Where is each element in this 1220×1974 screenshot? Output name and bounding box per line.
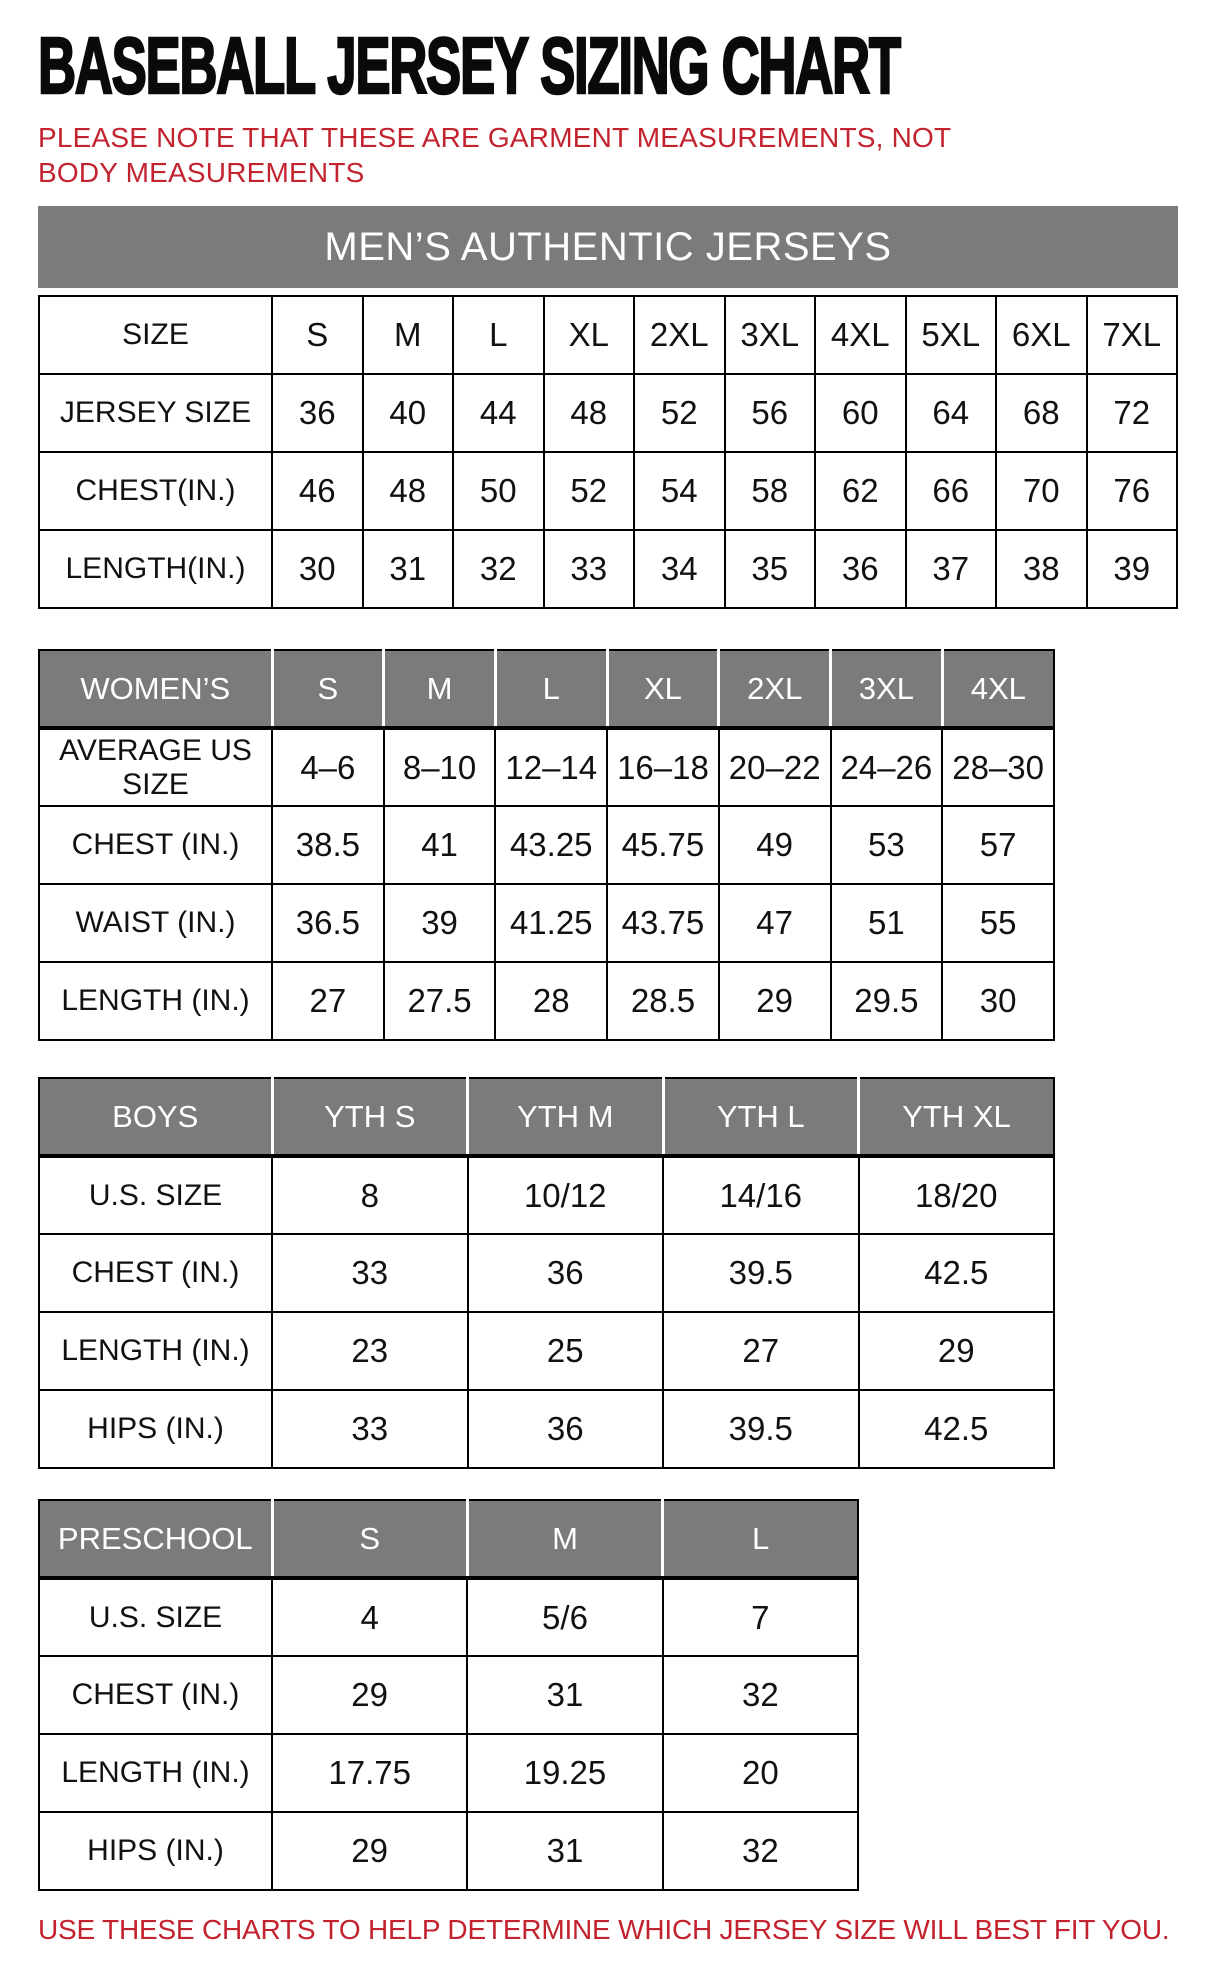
size-column-header: L <box>495 650 607 728</box>
table-row <box>39 530 1177 608</box>
value-cell: 62 <box>815 452 906 530</box>
value-cell: 42.5 <box>859 1390 1055 1468</box>
page-title-text: BASEBALL JERSEY SIZING CHART <box>38 21 900 110</box>
garment-measurements-note: PLEASE NOTE THAT THESE ARE GARMENT MEASUREMENTS, NOT BODY MEASUREMENTS <box>38 122 951 188</box>
value-cell: 57 <box>942 806 1054 884</box>
value-cell: 29 <box>719 962 831 1040</box>
value-cell: 49 <box>719 806 831 884</box>
preschool-table-body <box>39 1500 858 1890</box>
row-label: BOYS <box>39 1078 272 1156</box>
value-cell: 25 <box>468 1312 664 1390</box>
value-cell: 35 <box>725 530 816 608</box>
value-cell: 47 <box>719 884 831 962</box>
value-cell: 66 <box>906 452 997 530</box>
value-cell: M <box>363 296 454 374</box>
row-label: SIZE <box>39 296 272 374</box>
row-label: LENGTH (IN.) <box>39 962 272 1040</box>
row-label: LENGTH (IN.) <box>39 1312 272 1390</box>
table-row <box>39 1390 1054 1468</box>
table-row <box>39 1578 858 1656</box>
value-cell: 36 <box>272 374 363 452</box>
table-row <box>39 296 1177 374</box>
value-cell: 68 <box>996 374 1087 452</box>
size-column-header: 4XL <box>942 650 1054 728</box>
size-column-header: M <box>384 650 496 728</box>
value-cell: 23 <box>272 1312 468 1390</box>
size-column-header: YTH L <box>663 1078 859 1156</box>
value-cell: 55 <box>942 884 1054 962</box>
value-cell: 50 <box>453 452 544 530</box>
value-cell: 14/16 <box>663 1156 859 1234</box>
table-row <box>39 374 1177 452</box>
value-cell: 39.5 <box>663 1234 859 1312</box>
preschool-section <box>38 1499 1200 1891</box>
value-cell: 24–26 <box>831 728 943 806</box>
header-row <box>39 650 1054 728</box>
womens-table-body <box>39 650 1054 1040</box>
value-cell: 31 <box>467 1812 662 1890</box>
value-cell: 19.25 <box>467 1734 662 1812</box>
value-cell: 31 <box>363 530 454 608</box>
size-column-header: YTH S <box>272 1078 468 1156</box>
value-cell: 8 <box>272 1156 468 1234</box>
table-row <box>39 806 1054 884</box>
value-cell: 30 <box>272 530 363 608</box>
value-cell: 17.75 <box>272 1734 467 1812</box>
row-label: LENGTH (IN.) <box>39 1734 272 1812</box>
value-cell: XL <box>544 296 635 374</box>
preschool-size-table <box>38 1499 859 1891</box>
table-row <box>39 1734 858 1812</box>
value-cell: 39 <box>384 884 496 962</box>
footer-note: USE THESE CHARTS TO HELP DETERMINE WHICH JERSEY SIZE WILL BEST FIT YOU. <box>38 1914 1170 1945</box>
size-column-header: YTH M <box>468 1078 664 1156</box>
table-row <box>39 1234 1054 1312</box>
value-cell: 32 <box>663 1812 858 1890</box>
boys-table-body <box>39 1078 1054 1468</box>
value-cell: 53 <box>831 806 943 884</box>
value-cell: 5XL <box>906 296 997 374</box>
value-cell: 6XL <box>996 296 1087 374</box>
row-label: CHEST (IN.) <box>39 1234 272 1312</box>
row-label: AVERAGE US SIZE <box>39 728 272 806</box>
value-cell: 16–18 <box>607 728 719 806</box>
value-cell: 48 <box>544 374 635 452</box>
value-cell: 31 <box>467 1656 662 1734</box>
size-column-header: 3XL <box>831 650 943 728</box>
value-cell: 34 <box>634 530 725 608</box>
value-cell: 40 <box>363 374 454 452</box>
value-cell: 39 <box>1087 530 1178 608</box>
header-row <box>39 1078 1054 1156</box>
value-cell: 32 <box>663 1656 858 1734</box>
value-cell: 36 <box>815 530 906 608</box>
row-label: LENGTH(IN.) <box>39 530 272 608</box>
womens-section <box>38 649 1200 1041</box>
table-row <box>39 1156 1054 1234</box>
mens-section <box>38 206 1200 609</box>
value-cell: 43.75 <box>607 884 719 962</box>
value-cell: 29 <box>272 1812 467 1890</box>
value-cell: 18/20 <box>859 1156 1055 1234</box>
value-cell: 20 <box>663 1734 858 1812</box>
table-row <box>39 1812 858 1890</box>
table-row <box>39 1312 1054 1390</box>
value-cell: 38 <box>996 530 1087 608</box>
value-cell: 12–14 <box>495 728 607 806</box>
value-cell: 76 <box>1087 452 1178 530</box>
value-cell: 33 <box>272 1390 468 1468</box>
value-cell: 2XL <box>634 296 725 374</box>
table-row <box>39 1656 858 1734</box>
value-cell: 4–6 <box>272 728 384 806</box>
row-label: WOMEN’S <box>39 650 272 728</box>
value-cell: 29 <box>272 1656 467 1734</box>
mens-size-table <box>38 295 1178 609</box>
size-column-header: YTH XL <box>859 1078 1055 1156</box>
value-cell: 64 <box>906 374 997 452</box>
value-cell: 20–22 <box>719 728 831 806</box>
value-cell: 7 <box>663 1578 858 1656</box>
value-cell: 28.5 <box>607 962 719 1040</box>
value-cell: 33 <box>272 1234 468 1312</box>
value-cell: 37 <box>906 530 997 608</box>
mens-banner: MEN’S AUTHENTIC JERSEYS <box>38 206 1178 288</box>
value-cell: 27.5 <box>384 962 496 1040</box>
row-label: CHEST(IN.) <box>39 452 272 530</box>
value-cell: 46 <box>272 452 363 530</box>
value-cell: 42.5 <box>859 1234 1055 1312</box>
value-cell: 58 <box>725 452 816 530</box>
value-cell: 48 <box>363 452 454 530</box>
value-cell: 3XL <box>725 296 816 374</box>
header-row <box>39 1500 858 1578</box>
value-cell: 72 <box>1087 374 1178 452</box>
row-label: HIPS (IN.) <box>39 1812 272 1890</box>
page-title <box>38 21 1200 110</box>
row-label: CHEST (IN.) <box>39 806 272 884</box>
value-cell: 41.25 <box>495 884 607 962</box>
value-cell: 52 <box>544 452 635 530</box>
value-cell: 36 <box>468 1234 664 1312</box>
womens-size-table <box>38 649 1055 1041</box>
row-label: U.S. SIZE <box>39 1156 272 1234</box>
boys-size-table <box>38 1077 1055 1469</box>
row-label: JERSEY SIZE <box>39 374 272 452</box>
value-cell: 27 <box>663 1312 859 1390</box>
row-label: U.S. SIZE <box>39 1578 272 1656</box>
size-column-header: L <box>663 1500 858 1578</box>
value-cell: 27 <box>272 962 384 1040</box>
value-cell: 44 <box>453 374 544 452</box>
boys-section <box>38 1077 1200 1469</box>
value-cell: 10/12 <box>468 1156 664 1234</box>
value-cell: 39.5 <box>663 1390 859 1468</box>
value-cell: 4 <box>272 1578 467 1656</box>
value-cell: 5/6 <box>467 1578 662 1656</box>
value-cell: 45.75 <box>607 806 719 884</box>
value-cell: 41 <box>384 806 496 884</box>
value-cell: 4XL <box>815 296 906 374</box>
size-column-header: S <box>272 650 384 728</box>
value-cell: 56 <box>725 374 816 452</box>
value-cell: 8–10 <box>384 728 496 806</box>
value-cell: 54 <box>634 452 725 530</box>
size-column-header: S <box>272 1500 467 1578</box>
row-label: HIPS (IN.) <box>39 1390 272 1468</box>
row-label: WAIST (IN.) <box>39 884 272 962</box>
value-cell: 29.5 <box>831 962 943 1040</box>
mens-table-body <box>39 296 1177 608</box>
size-column-header: XL <box>607 650 719 728</box>
size-column-header: M <box>467 1500 662 1578</box>
value-cell: 52 <box>634 374 725 452</box>
value-cell: 43.25 <box>495 806 607 884</box>
value-cell: 51 <box>831 884 943 962</box>
table-row <box>39 452 1177 530</box>
table-row <box>39 728 1054 806</box>
value-cell: 33 <box>544 530 635 608</box>
value-cell: 36.5 <box>272 884 384 962</box>
value-cell: 7XL <box>1087 296 1178 374</box>
value-cell: 38.5 <box>272 806 384 884</box>
row-label: CHEST (IN.) <box>39 1656 272 1734</box>
value-cell: 29 <box>859 1312 1055 1390</box>
value-cell: 36 <box>468 1390 664 1468</box>
table-row <box>39 884 1054 962</box>
size-column-header: 2XL <box>719 650 831 728</box>
value-cell: 70 <box>996 452 1087 530</box>
value-cell: 28 <box>495 962 607 1040</box>
table-row <box>39 962 1054 1040</box>
value-cell: 28–30 <box>942 728 1054 806</box>
value-cell: S <box>272 296 363 374</box>
value-cell: L <box>453 296 544 374</box>
row-label: PRESCHOOL <box>39 1500 272 1578</box>
value-cell: 32 <box>453 530 544 608</box>
value-cell: 60 <box>815 374 906 452</box>
value-cell: 30 <box>942 962 1054 1040</box>
